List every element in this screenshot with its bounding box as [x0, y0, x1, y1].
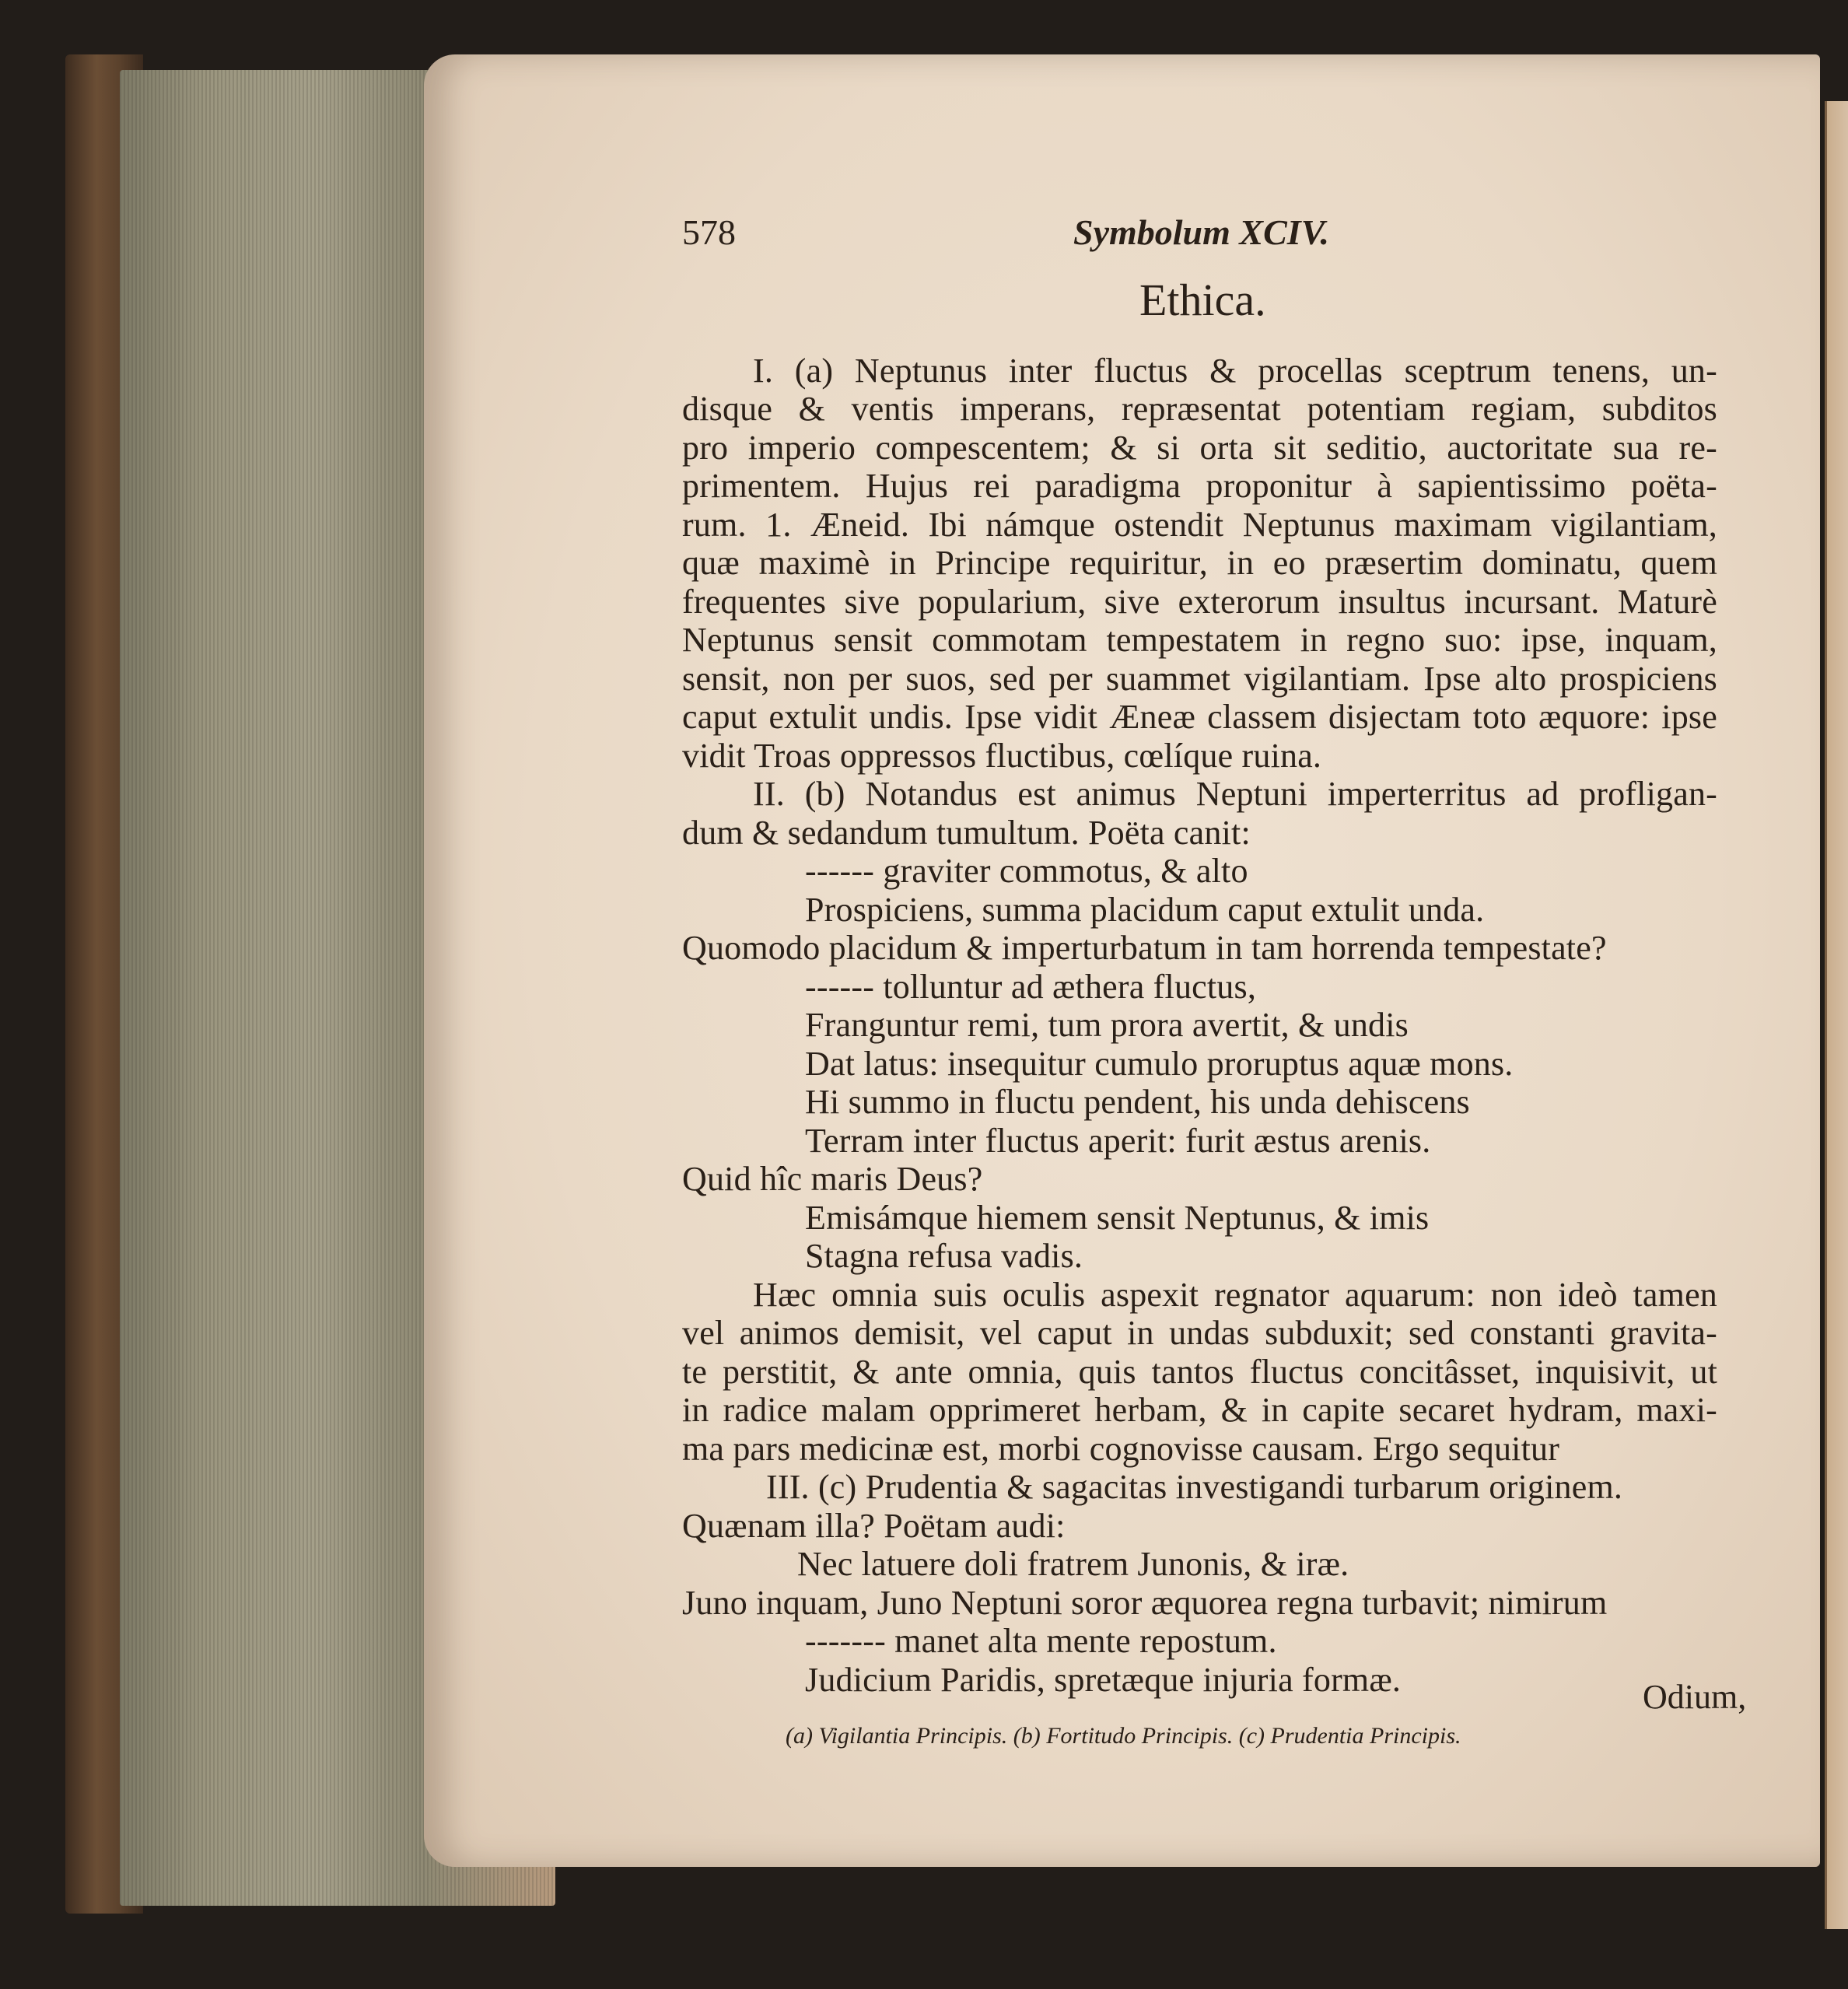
text-line: te perstitit, & ante omnia, quis tantos fluctus concitâsset, inquisivit, ut — [682, 1353, 1717, 1391]
text-line: Quid hîc maris Deus? — [682, 1160, 983, 1198]
text-line: ma pars medicinæ est, morbi cognovisse causam. Ergo sequitur — [682, 1430, 1560, 1468]
verse-line: Franguntur remi, tum prora avertit, & undis — [805, 1006, 1409, 1044]
text-line: pro imperio compescentem; & si orta sit seditio, auctoritate sua re- — [682, 429, 1717, 467]
text-line: Neptunus sensit commotam tempestatem in regno suo: ipse, inquam, — [682, 621, 1717, 659]
text-line: sensit, non per suos, sed per suammet vigilantiam. Ipse alto prospiciens — [682, 660, 1717, 698]
text-line: caput extulit undis. Ipse vidit Æneæ classem disjectam toto æquore: ipse — [682, 698, 1717, 736]
text-line: frequentes sive popularium, sive exterorum insultus incursant. Maturè — [682, 583, 1717, 621]
verse-line: Judicium Paridis, spretæque injuria formæ. — [805, 1661, 1402, 1699]
text-line: primentem. Hujus rei paradigma proponitur à sapientissimo poëta- — [682, 467, 1717, 505]
catchword: Odium, — [1643, 1678, 1747, 1716]
verse-line: ------- manet alta mente repostum. — [805, 1622, 1277, 1660]
text-line: Hæc omnia suis oculis aspexit regnator aquarum: non ideò tamen — [753, 1276, 1717, 1314]
verse-line: Prospiciens, summa placidum caput extulit unda. — [805, 891, 1485, 929]
running-title: Symbolum XCIV. — [1073, 212, 1329, 252]
verse-line: Terram inter fluctus aperit: furit æstus arenis. — [805, 1122, 1431, 1160]
text-line: dum & sedandum tumultum. Poëta canit: — [682, 814, 1251, 852]
footnote: (a) Vigilantia Principis. (b) Fortitudo Principis. (c) Prudentia Principis. — [786, 1723, 1461, 1749]
verse-line: Dat latus: insequitur cumulo proruptus aquæ mons. — [805, 1045, 1514, 1083]
running-head — [682, 212, 1728, 258]
verse-line: ------ tolluntur ad æthera fluctus, — [805, 968, 1257, 1006]
text-line: quæ maximè in Principe requiritur, in eo præsertim dominatu, quem — [682, 544, 1717, 582]
section-title: Ethica. — [1139, 275, 1266, 325]
page-number: 578 — [682, 212, 736, 252]
text-line: III. (c) Prudentia & sagacitas investigandi turbarum originem. — [766, 1468, 1623, 1506]
facing-page-edge — [1825, 101, 1848, 1929]
text-line: Quomodo placidum & imperturbatum in tam horrenda tempestate? — [682, 929, 1607, 967]
text-line: Juno inquam, Juno Neptuni soror æquorea regna turbavit; nimirum — [682, 1584, 1608, 1622]
text-line: vidit Troas oppressos fluctibus, cœlíque ruina. — [682, 737, 1322, 775]
text-line: rum. 1. Æneid. Ibi námque ostendit Neptunus maximam vigilantiam, — [682, 506, 1717, 544]
text-line: I. (a) Neptunus inter fluctus & procellas sceptrum tenens, un- — [753, 352, 1717, 390]
text-line: in radice malam opprimeret herbam, & in capite secaret hydram, maxi- — [682, 1391, 1717, 1429]
text-line: Quænam illa? Poëtam audi: — [682, 1507, 1066, 1545]
text-line: vel animos demisit, vel caput in undas subduxit; sed constanti gravita- — [682, 1314, 1717, 1352]
verse-line: ------ graviter commotus, & alto — [805, 852, 1248, 890]
verse-line: Hi summo in fluctu pendent, his unda dehiscens — [805, 1083, 1470, 1121]
verse-line: Nec latuere doli fratrem Junonis, & iræ. — [797, 1545, 1349, 1583]
verse-line: Stagna refusa vadis. — [805, 1237, 1083, 1275]
verse-line: Emisámque hiemem sensit Neptunus, & imis — [805, 1199, 1430, 1237]
text-line: II. (b) Notandus est animus Neptuni imperterritus ad profligan- — [753, 775, 1717, 813]
text-line: disque & ventis imperans, repræsentat potentiam regiam, subditos — [682, 390, 1717, 428]
